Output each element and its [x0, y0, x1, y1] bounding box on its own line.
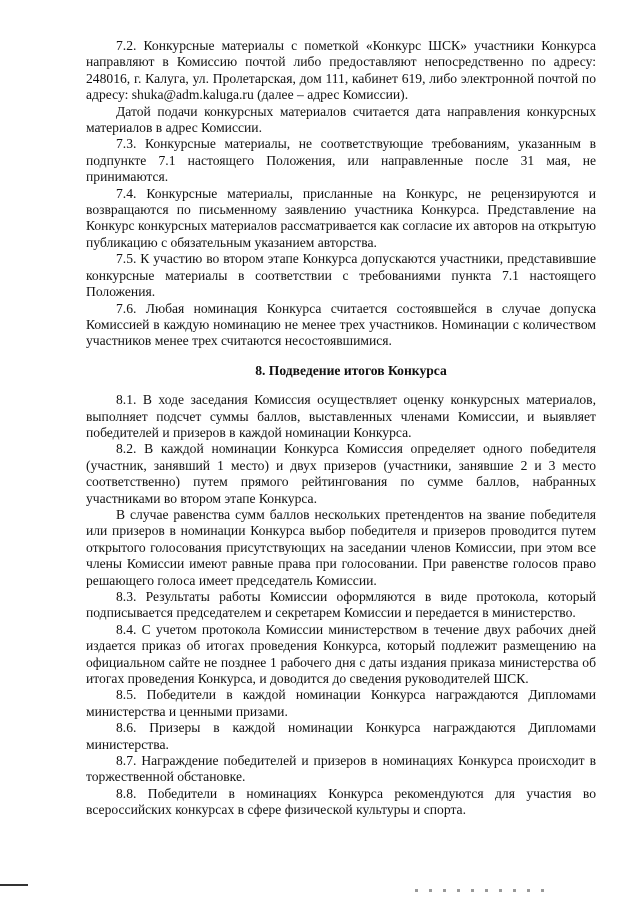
- paragraph-8-4: 8.4. С учетом протокола Комиссии министерством в течение двух рабочих дней издается приказ об итогах проведения Конкурса, который подлежит размещению на официальном сайте не позднее 1 рабочего дня с даты издания приказа министерства об итогах проведения Конкурса, и доводится до сведения руководителей ШСК.: [86, 621, 596, 687]
- paragraph-8-7: 8.7. Награждение победителей и призеров в номинациях Конкурса происходит в торжественной обстановке.: [86, 753, 596, 785]
- paragraph-8-8: 8.8. Победители в номинациях Конкурса рекомендуются для участия во всероссийских конкурсах в сфере физической культуры и спорта.: [86, 785, 596, 818]
- paragraph-8-5: 8.5. Победители в каждой номинации Конкурса награждаются Дипломами министерства и ценными призами.: [86, 687, 596, 719]
- paragraph-8-6: 8.6. Призеры в каждой номинации Конкурса награждаются Дипломами министерства.: [86, 720, 596, 752]
- paragraph-8-3: 8.3. Результаты работы Комиссии оформляются в виде протокола, который подписывается председателем и секретарем Комиссии и передается в министерство.: [86, 589, 596, 621]
- scan-artifact-left: [0, 884, 28, 886]
- paragraph-8-1: 8.1. В ходе заседания Комиссия осуществляет оценку конкурсных материалов, выполняет подсчет суммы баллов, выставленных членами Комиссии, и выявляет победителей и призеров в каждой номинации Конкурса.: [86, 392, 596, 440]
- paragraph-7-2: 7.2. Конкурсные материалы с пометкой «Конкурс ШСК» участники Конкурса направляют в Комиссию почтой либо предоставляют непосредственно по адресу: 248016, г. Калуга, ул. Пролетарская, дом 111, кабинет 619, либо электронной почтой по адресу: shuka@adm.kaluga.ru (далее – адрес Комиссии).: [86, 38, 596, 103]
- paragraph-7-4: 7.4. Конкурсные материалы, присланные на Конкурс, не рецензируются и возвращаются по письменному заявлению участника Конкурса. Представление на Конкурс конкурсных материалов рассматривается как согласие их авторов на открытую публикацию с обязательным указанием авторства.: [86, 185, 596, 250]
- document-page: [86, 38, 596, 819]
- paragraph-7-6: 7.6. Любая номинация Конкурса считается состоявшейся в случае допуска Комиссией в каждую номинацию не менее трех участников. Номинации с количеством участников менее трех считаются несостоявшимися.: [86, 300, 596, 349]
- paragraph-7-2-submission-date: Датой подачи конкурсных материалов считается дата направления конкурсных материалов в адрес Комиссии.: [86, 103, 596, 136]
- paragraph-7-5: 7.5. К участию во втором этапе Конкурса допускаются участники, представившие конкурсные материалы в соответствии с требованиями пункта 7.1 настоящего Положения.: [86, 251, 596, 300]
- paragraph-8-2-tie-rule: В случае равенства сумм баллов нескольких претендентов на звание победителя или призеров в номинации Конкурса выбор победителя и призеров проводится путем открытого голосования присутствующих на заседании членов Комиссии, при этом все члены Комиссии имеют равные права при голосовании. При равенстве голосов право решающего голоса имеет председатель Комиссии.: [86, 506, 596, 588]
- scan-artifact-bottom: [415, 889, 545, 892]
- section-8-heading: 8. Подведение итогов Конкурса: [255, 362, 447, 378]
- paragraph-8-2: 8.2. В каждой номинации Конкурса Комиссия определяет одного победителя (участник, занявший 1 место) и двух призеров (участники, занявшие 2 и 3 место соответственно) путем прямого рейтингования по сумме баллов, набранных участниками во втором этапе Конкурса.: [86, 441, 596, 506]
- section-spacer: [86, 350, 596, 363]
- paragraph-7-3: 7.3. Конкурсные материалы, не соответствующие требованиям, указанным в подпункте 7.1 настоящего Положения, или направленные после 31 мая, не принимаются.: [86, 136, 596, 185]
- section-spacer: [86, 379, 596, 392]
